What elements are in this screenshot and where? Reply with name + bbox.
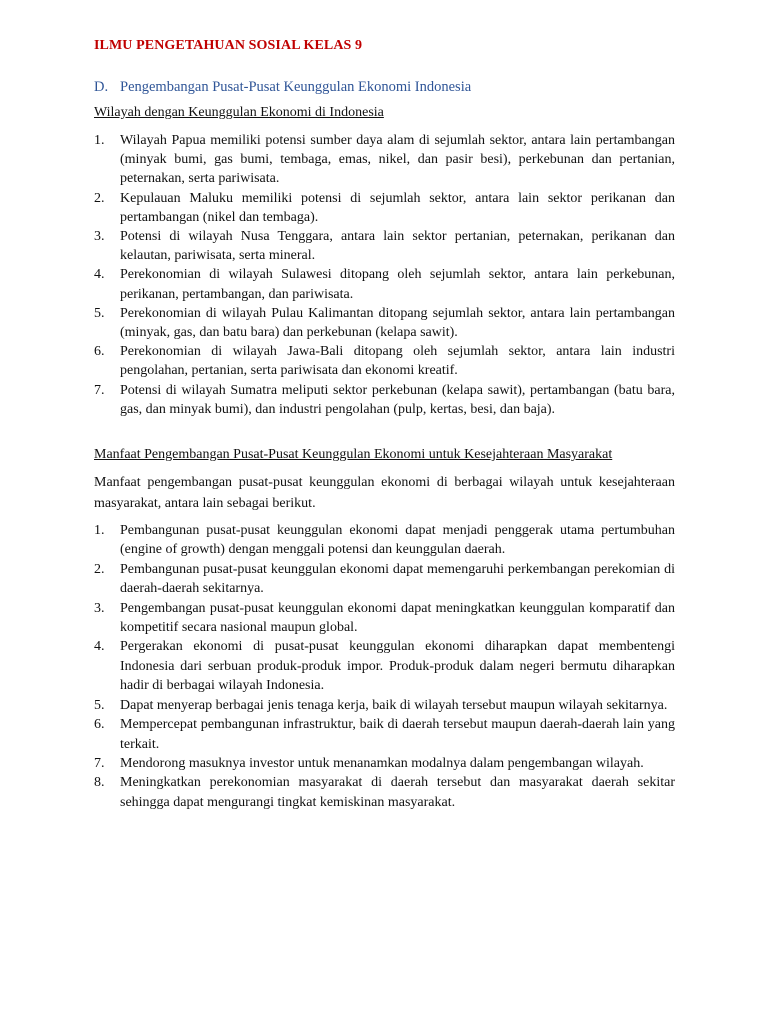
- list-item: [94, 265, 675, 303]
- intro-paragraph: Manfaat pengembangan pusat-pusat keunggulan ekonomi di berbagai wilayah untuk kesejahteraan masyarakat, antara lain sebagai berikut.: [94, 475, 675, 512]
- list-number: 8.: [94, 775, 105, 791]
- list-text: Meningkatkan perekonomian masyarakat di daerah tersebut dan masyarakat daerah sekitar sehingga dapat mengurangi tingkat kemiskinan masyarakat.: [120, 775, 675, 810]
- list-text: Kepulauan Maluku memiliki potensi di sejumlah sektor, antara lain sektor perikanan dan pertambangan (nikel dan tembaga).: [120, 190, 675, 225]
- list-number: 2.: [94, 561, 105, 577]
- list-item: [94, 560, 675, 599]
- list-item: [94, 599, 675, 638]
- document-page: [94, 38, 675, 812]
- list-item: [94, 227, 675, 265]
- list-number: 3.: [94, 600, 105, 616]
- list-text: Potensi di wilayah Nusa Tenggara, antara lain sektor pertanian, peternakan, perikanan dan kelautan, pariwisata, serta mineral.: [120, 229, 675, 264]
- list-number: 7.: [94, 755, 105, 771]
- list-number: 6.: [94, 344, 105, 360]
- list-item: [94, 521, 675, 560]
- list-text: Pembangunan pusat-pusat keunggulan ekonomi dapat memengaruhi perkembangan perekomian di daerah-daerah sekitarnya.: [120, 561, 675, 597]
- list-text: Dapat menyerap berbagai jenis tenaga kerja, baik di wilayah tersebut maupun wilayah sekitarnya.: [120, 697, 668, 713]
- list-text: Pembangunan pusat-pusat keunggulan ekonomi dapat menjadi penggerak utama pertumbuhan (engine of growth) dengan menggali potensi dan keunggulan daerah.: [120, 523, 675, 558]
- list-number: 5.: [94, 697, 105, 713]
- list-number: 5.: [94, 305, 105, 321]
- list-item: [94, 773, 675, 812]
- list-item: [94, 342, 675, 380]
- list-item: [94, 189, 675, 227]
- list-number: 6.: [94, 717, 105, 733]
- list-item: [94, 754, 675, 773]
- list-item: [94, 715, 675, 754]
- list-text: Perekonomian di wilayah Jawa-Bali ditopang oleh sejumlah sektor, antara lain industri pengolahan, pertanian, serta pariwisata dan ekonomi kreatif.: [120, 344, 675, 379]
- page-header: ILMU PENGETAHUAN SOSIAL KELAS 9: [94, 38, 363, 53]
- list-text: Perekonomian di wilayah Pulau Kalimantan ditopang sejumlah sektor, antara lain pertambangan (minyak, gas, dan batu bara) dan perkebunan (kelapa sawit).: [120, 305, 675, 341]
- list-item: [94, 696, 675, 715]
- list-item: [94, 637, 675, 695]
- list-text: Pengembangan pusat-pusat keunggulan ekonomi dapat meningkatkan keunggulan komparatif dan kompetitif secara nasional maupun global.: [120, 600, 675, 636]
- list-text: Mendorong masuknya investor untuk menanamkan modalnya dalam pengembangan wilayah.: [120, 755, 644, 771]
- subheading-manfaat: Manfaat Pengembangan Pusat-Pusat Keunggulan Ekonomi untuk Kesejahteraan Masyarakat: [94, 447, 613, 463]
- list-text: Wilayah Papua memiliki potensi sumber daya alam di sejumlah sektor, antara lain pertambangan (minyak bumi, gas bumi, tembaga, emas, nikel, dan pasir besi), perkebunan dan pertanian, peternakan, serta pariwisata.: [120, 133, 675, 187]
- list-item: [94, 131, 675, 189]
- list-number: 4.: [94, 639, 105, 655]
- wilayah-list: [94, 131, 675, 419]
- list-number: 2.: [94, 190, 105, 206]
- list-text: Pergerakan ekonomi di pusat-pusat keunggulan ekonomi diharapkan dapat membentengi Indonesia dari serbuan produk-produk impor. Produk-produk dalam negeri bermutu diharapkan hadir di berbagai wilayah Indonesia.: [120, 639, 675, 694]
- list-number: 7.: [94, 382, 105, 398]
- list-text: Perekonomian di wilayah Sulawesi ditopang oleh sejumlah sektor, antara lain perkebunan, perikanan, pertambangan, dan pariwisata.: [120, 267, 675, 302]
- list-text: Mempercepat pembangunan infrastruktur, baik di daerah tersebut maupun daerah-daerah lain yang terkait.: [120, 717, 675, 752]
- section-title: Pengembangan Pusat-Pusat Keunggulan Ekonomi Indonesia: [120, 79, 472, 95]
- list-number: 3.: [94, 229, 105, 245]
- list-number: 1.: [94, 523, 105, 539]
- subheading-wilayah: Wilayah dengan Keunggulan Ekonomi di Indonesia: [94, 105, 384, 120]
- manfaat-list: [94, 521, 675, 812]
- list-text: Potensi di wilayah Sumatra meliputi sektor perkebunan (kelapa sawit), pertambangan (batu bara, gas, dan minyak bumi), dan industri pengolahan (pulp, kertas, besi, dan baja).: [120, 382, 675, 417]
- list-item: [94, 381, 675, 419]
- list-item: [94, 304, 675, 342]
- list-number: 1.: [94, 133, 105, 148]
- list-number: 4.: [94, 267, 105, 283]
- section-letter: D.: [94, 79, 109, 95]
- section-heading: [94, 79, 675, 96]
